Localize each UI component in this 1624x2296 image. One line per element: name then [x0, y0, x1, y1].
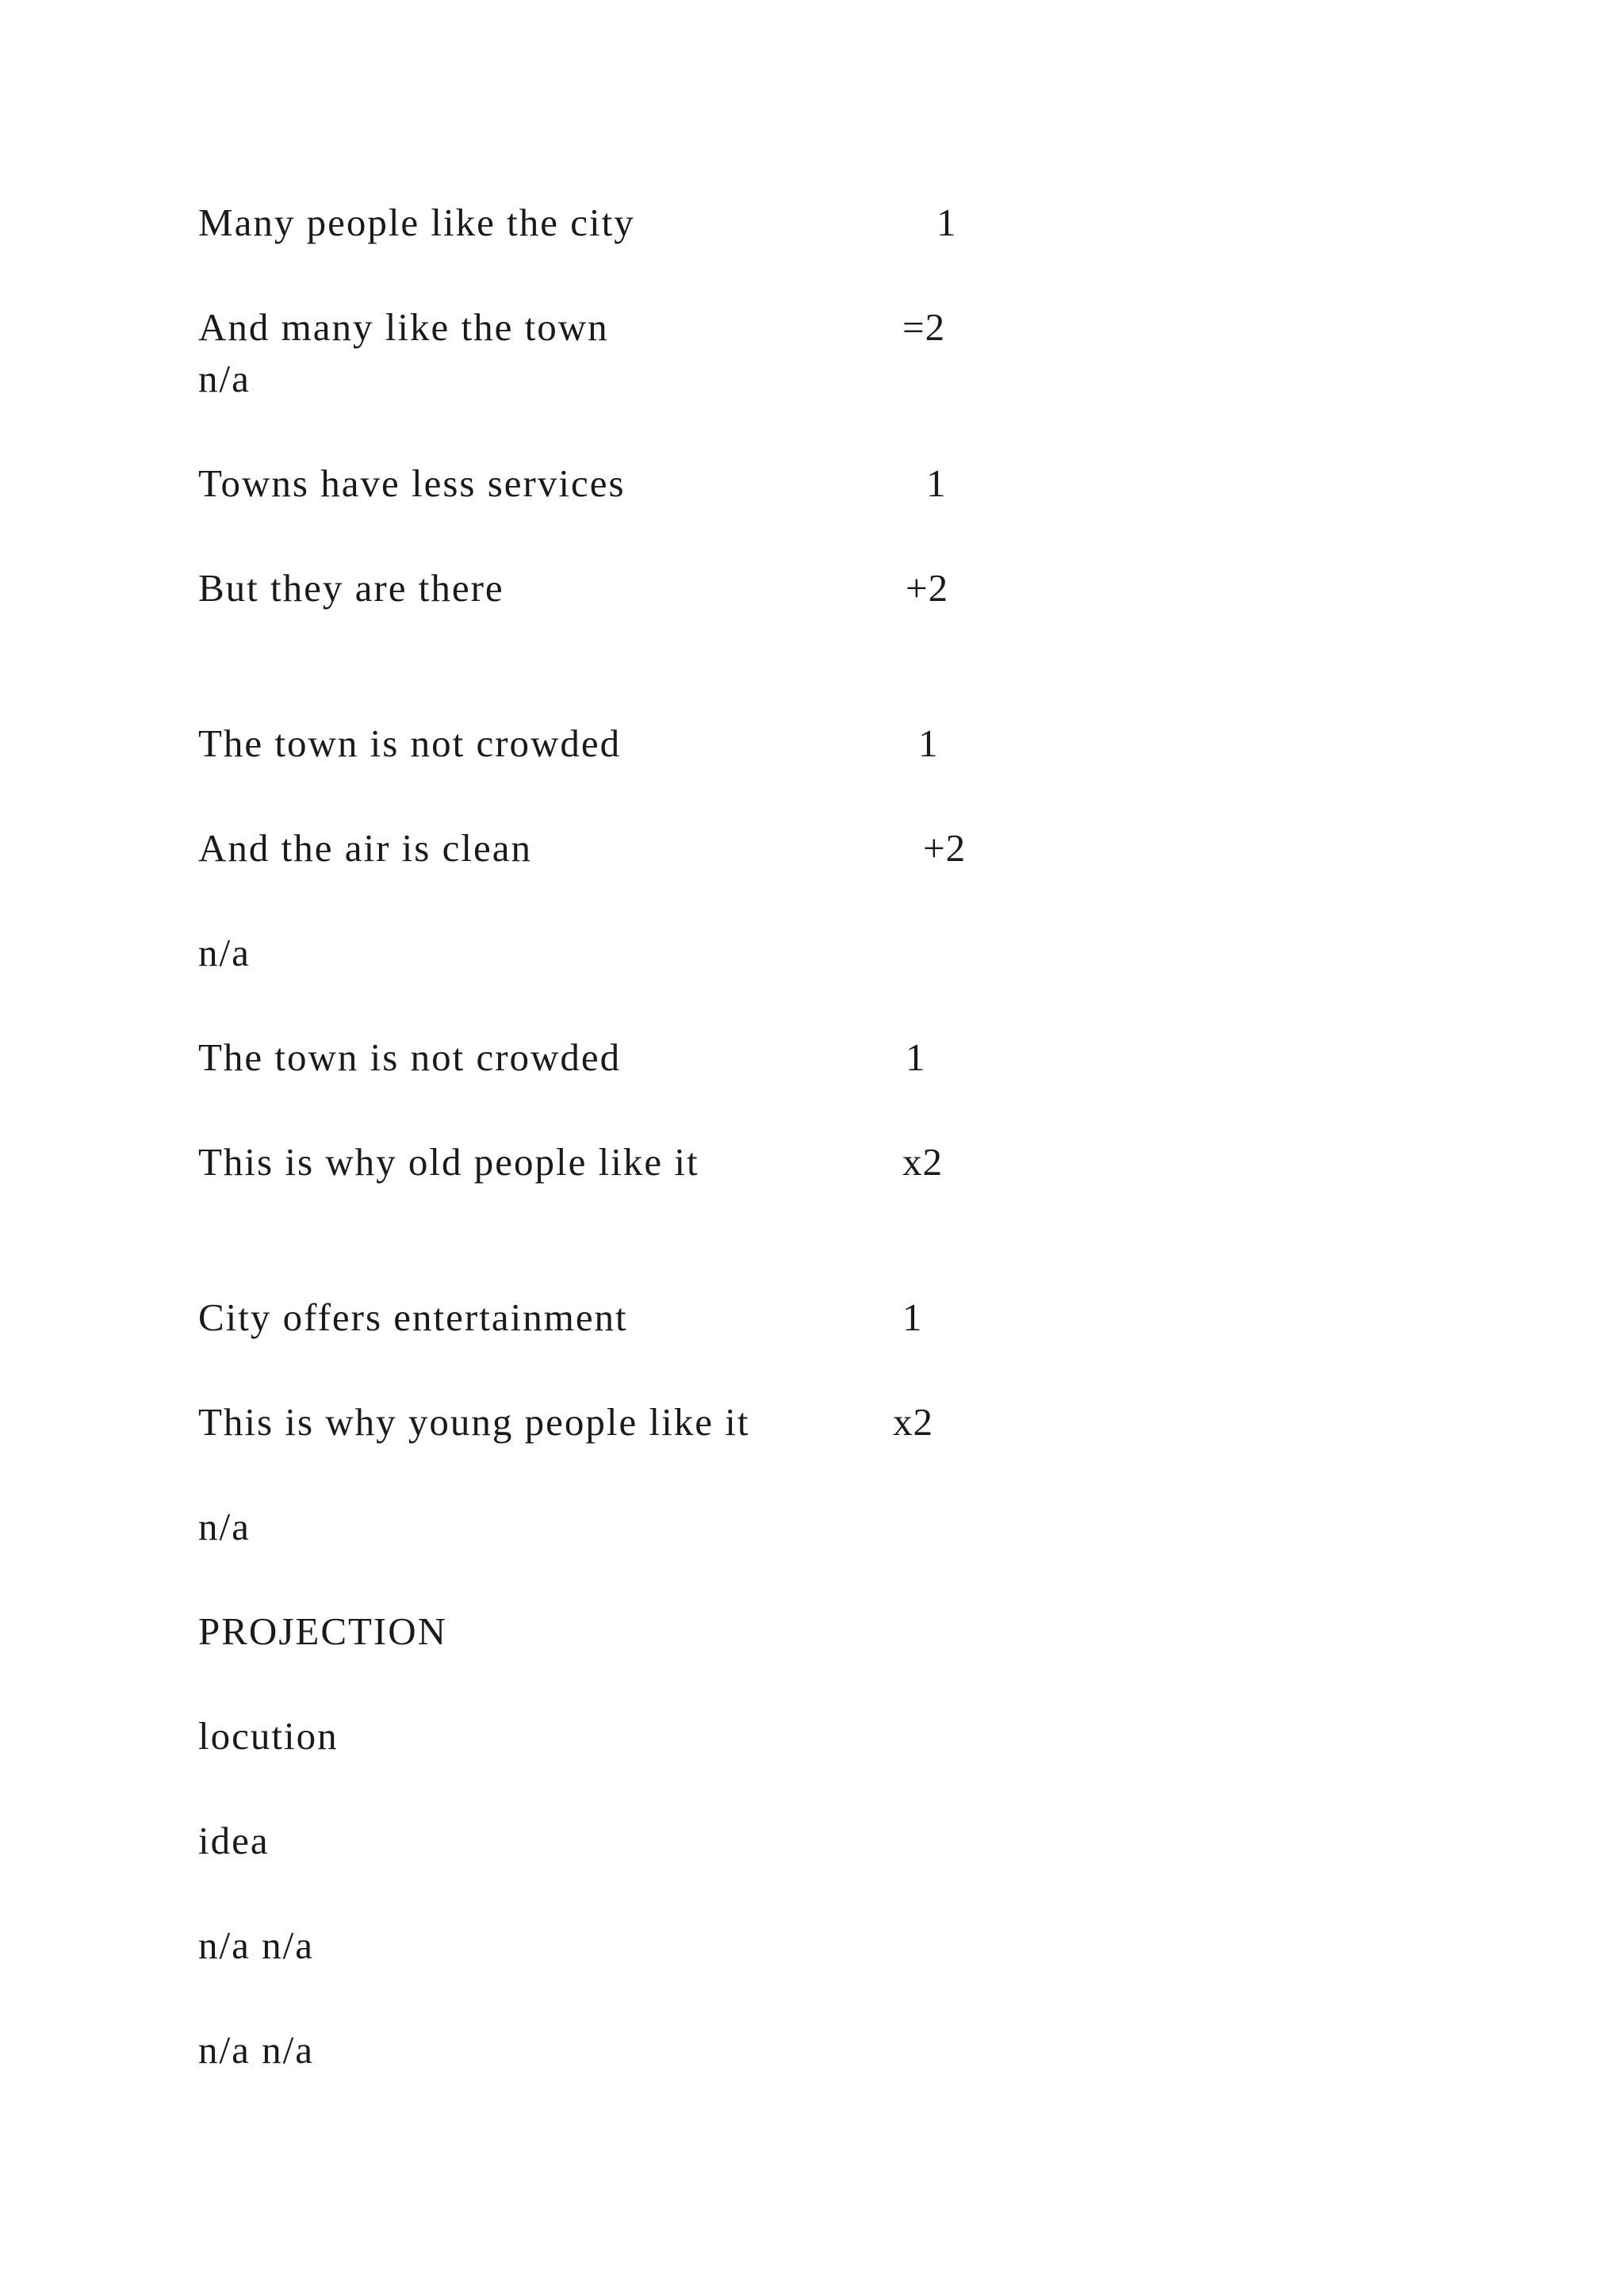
clause-line-8: n/a: [198, 931, 251, 974]
clause-line-10: This is why old people like it: [198, 1140, 699, 1184]
clause-mark-1: 1: [936, 201, 957, 244]
clause-line-5: But they are there: [198, 566, 504, 610]
clause-mark-6: 1: [918, 721, 939, 765]
clause-mark-5: +2: [906, 566, 949, 610]
clause-mark-12: x2: [893, 1400, 933, 1444]
clause-line-9: The town is not crowded: [198, 1035, 622, 1079]
term-line-4: n/a n/a: [198, 2028, 314, 2072]
clause-line-6: The town is not crowded: [198, 721, 622, 765]
clause-mark-2: =2: [902, 305, 946, 349]
clause-line-2: And many like the town: [198, 305, 609, 349]
clause-mark-10: x2: [902, 1140, 943, 1184]
term-line-1: locution: [198, 1714, 339, 1758]
clause-line-3: n/a: [198, 357, 251, 400]
clause-line-4: Towns have less services: [198, 461, 626, 505]
term-line-2: idea: [198, 1819, 270, 1862]
clause-line-12: This is why young people like it: [198, 1400, 750, 1444]
clause-mark-11: 1: [902, 1295, 923, 1339]
clause-mark-7: +2: [923, 826, 967, 870]
section-heading: PROJECTION: [198, 1609, 448, 1653]
clause-line-7: And the air is clean: [198, 826, 532, 870]
term-line-3: n/a n/a: [198, 1923, 314, 1967]
clause-line-1: Many people like the city: [198, 201, 635, 244]
clause-line-11: City offers entertainment: [198, 1295, 628, 1339]
clause-line-13: n/a: [198, 1505, 251, 1548]
clause-mark-4: 1: [926, 461, 947, 505]
clause-mark-9: 1: [906, 1035, 926, 1079]
